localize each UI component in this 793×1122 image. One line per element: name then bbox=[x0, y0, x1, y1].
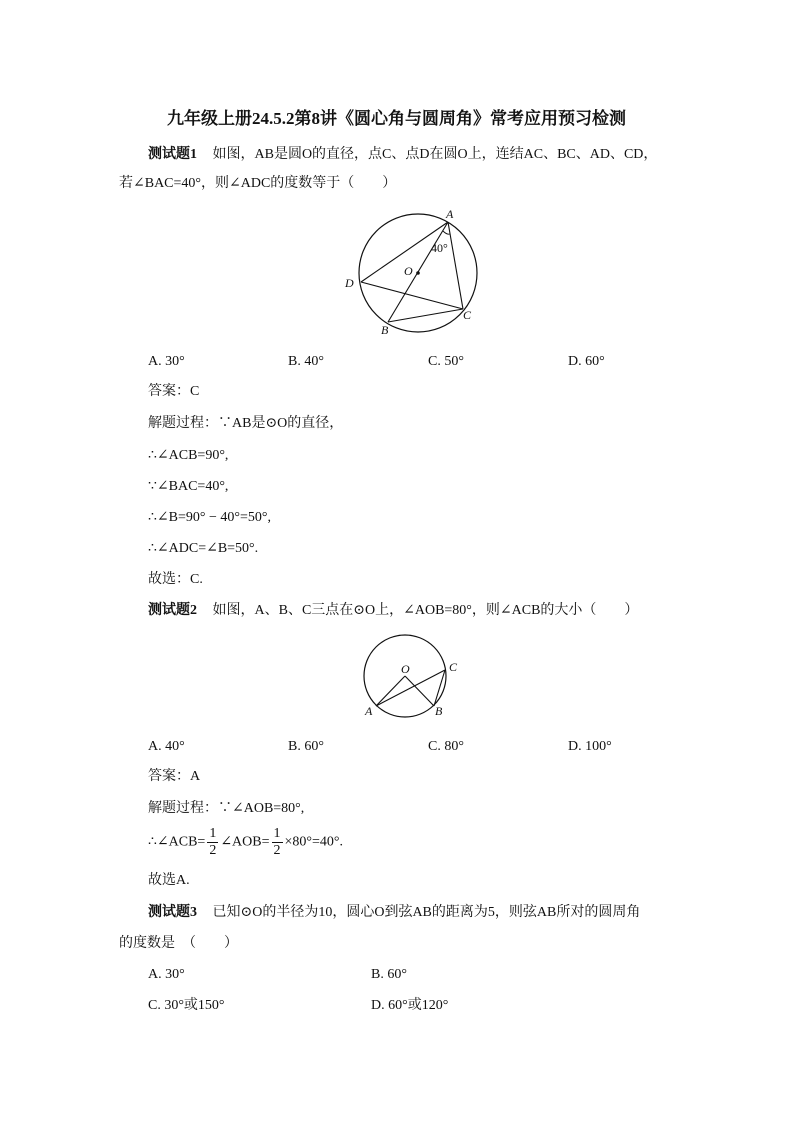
q1-chord-ac bbox=[448, 222, 463, 309]
q2-solution-formula bbox=[148, 826, 343, 859]
question-1-line-1 bbox=[148, 145, 657, 165]
q1-solution-line: ∴∠ACB=90°, bbox=[148, 448, 229, 463]
question-3-label: 测试题3 bbox=[148, 905, 197, 920]
question-1-text: 如图，AB是圆O的直径，点C、点D在圆O上，连结AC、BC、AD、CD， bbox=[212, 147, 658, 162]
q2-fraction bbox=[272, 826, 283, 859]
q2-fraction bbox=[207, 826, 218, 859]
q2-option-c: C. 80° bbox=[428, 739, 464, 754]
q1-chord-dc bbox=[361, 282, 463, 309]
q2-label-b: B bbox=[435, 704, 443, 718]
q2-formula-part: ×80°=40°. bbox=[284, 834, 344, 850]
q1-label-d: D bbox=[345, 276, 354, 290]
q1-angle-arc bbox=[443, 231, 450, 234]
page-title: 九年级上册24.5.2第8讲《圆心角与圆周角》常考应用预习检测 bbox=[167, 109, 626, 128]
q1-solution-line: 解题过程：∵AB是⊙O的直径， bbox=[148, 416, 344, 431]
q2-formula-part: ∴∠ACB= bbox=[148, 834, 206, 850]
q3-option-a: A. 30° bbox=[148, 967, 185, 982]
question-1-label: 测试题1 bbox=[148, 147, 197, 162]
question-2-figure bbox=[355, 628, 465, 723]
q2-chord-ac bbox=[376, 670, 445, 706]
q2-choose: 故选A. bbox=[148, 873, 190, 888]
question-1-line-2: 若∠BAC=40°，则∠ADC的度数等于（ ） bbox=[119, 176, 397, 191]
q1-answer: 答案：C bbox=[148, 384, 200, 399]
q2-radius-ob bbox=[405, 676, 434, 706]
q1-solution-line: ∵∠BAC=40°, bbox=[148, 479, 229, 494]
question-3-line-1 bbox=[148, 903, 640, 923]
q2-label-o: O bbox=[401, 662, 410, 676]
q2-fraction-denominator: 2 bbox=[209, 843, 217, 858]
question-2-line-1 bbox=[148, 601, 638, 621]
q2-fraction-numerator: 1 bbox=[273, 826, 281, 841]
question-3-line-2: 的度数是 （ ） bbox=[119, 936, 238, 951]
q1-label-angle: 40° bbox=[431, 241, 448, 255]
q1-solution-line: 故选：C. bbox=[148, 572, 203, 587]
q2-solution-line: 解题过程：∵∠AOB=80°, bbox=[148, 801, 305, 816]
q3-option-c: C. 30°或150° bbox=[148, 998, 225, 1013]
q1-chord-bc bbox=[388, 309, 463, 322]
q1-label-b: B bbox=[381, 323, 389, 337]
q3-option-b: B. 60° bbox=[371, 967, 407, 982]
q2-label-c: C bbox=[449, 660, 458, 674]
q2-radius-oa bbox=[376, 676, 405, 706]
q1-label-o: O bbox=[404, 264, 413, 278]
q1-center-point bbox=[416, 271, 420, 275]
q1-label-c: C bbox=[463, 308, 472, 322]
q1-solution-line: ∴∠ADC=∠B=50°. bbox=[148, 541, 259, 556]
q2-option-a: A. 40° bbox=[148, 739, 185, 754]
q1-solution-line: ∴∠B=90° − 40°=50°, bbox=[148, 510, 271, 525]
q2-fraction-denominator: 2 bbox=[273, 843, 281, 858]
q2-label-a: A bbox=[365, 704, 373, 718]
q2-formula-part: ∠AOB= bbox=[220, 834, 270, 850]
q1-option-b: B. 40° bbox=[288, 354, 324, 369]
question-2-label: 测试题2 bbox=[148, 603, 197, 618]
question-2-text: 如图，A、B、C三点在⊙O上，∠AOB=80°，则∠ACB的大小（ ） bbox=[212, 603, 639, 618]
q2-fraction-numerator: 1 bbox=[209, 826, 217, 841]
q1-label-a: A bbox=[446, 207, 454, 221]
question-1-figure bbox=[335, 200, 495, 340]
question-3-text: 已知⊙O的半径为10，圆心O到弦AB的距离为5，则弦AB所对的圆周角 bbox=[212, 905, 641, 920]
q2-option-b: B. 60° bbox=[288, 739, 324, 754]
q3-option-d: D. 60°或120° bbox=[371, 998, 449, 1013]
q2-answer: 答案：A bbox=[148, 769, 201, 784]
q2-option-d: D. 100° bbox=[568, 739, 612, 754]
q1-option-c: C. 50° bbox=[428, 354, 464, 369]
q1-option-d: D. 60° bbox=[568, 354, 605, 369]
q1-option-a: A. 30° bbox=[148, 354, 185, 369]
